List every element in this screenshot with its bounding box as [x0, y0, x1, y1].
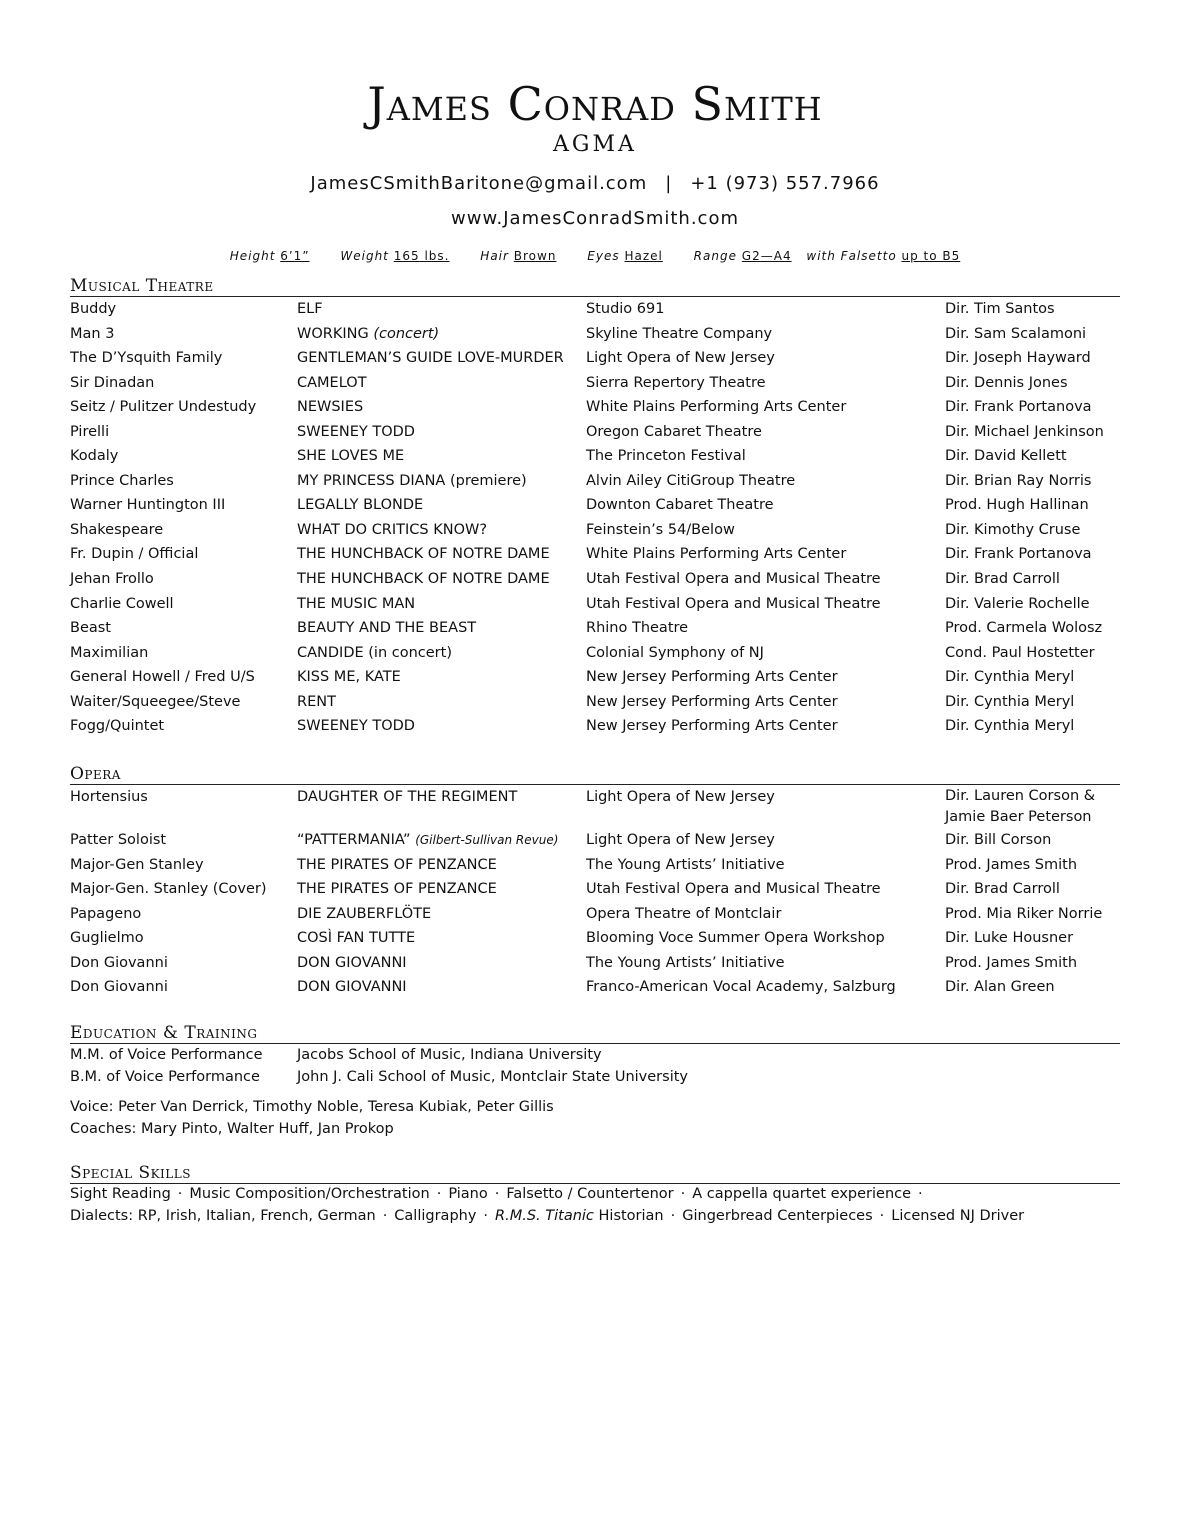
show: SWEENEY TODD	[297, 718, 415, 735]
stat-label-range: Range	[693, 249, 737, 263]
venue: Light Opera of New Jersey	[586, 832, 775, 848]
venue: White Plains Performing Arts Center	[586, 399, 847, 416]
education-list	[70, 1045, 1120, 1088]
bullet: ·	[494, 1186, 500, 1202]
venue: Utah Festival Opera and Musical Theatre	[586, 881, 881, 898]
venue: Utah Festival Opera and Musical Theatre	[586, 571, 881, 588]
director: Dir. Kimothy Cruse	[945, 521, 1081, 538]
credit-row	[70, 714, 1130, 739]
show-title: “PATTERMANIA”	[297, 832, 411, 848]
skill-item: Gingerbread Centerpieces	[682, 1208, 873, 1224]
director: Prod. Carmela Wolosz	[945, 620, 1103, 637]
stat-value-weight: 165 lbs.	[393, 249, 450, 263]
director: Dir. Frank Portanova	[945, 399, 1092, 416]
venue: Light Opera of New Jersey	[586, 350, 775, 367]
section-title-musical-theatre: Musical Theatre	[70, 276, 1120, 297]
stat-label-hair: Hair	[480, 249, 509, 263]
bullet: ·	[879, 1208, 885, 1224]
stat-label-falsetto: with Falsetto	[806, 249, 897, 263]
credit-row	[70, 665, 1130, 690]
venue: Blooming Voce Summer Opera Workshop	[586, 930, 885, 947]
section-title-opera: Opera	[70, 764, 1120, 785]
role: Major-Gen Stanley	[70, 856, 204, 873]
show-note: (Gilbert-Sullivan Revue)	[415, 833, 559, 847]
director: Dir. Brad Carroll	[945, 881, 1060, 898]
venue: Alvin Ailey CitiGroup Theatre	[586, 472, 796, 489]
show: DON GIOVANNI	[297, 954, 407, 971]
director: Dir. Brad Carroll	[945, 571, 1060, 588]
credit-row	[70, 902, 1130, 927]
show: BEAUTY AND THE BEAST	[297, 620, 477, 637]
director: Dir. David Kellett	[945, 448, 1067, 465]
credit-row	[70, 297, 1130, 322]
degree: B.M. of Voice Performance	[70, 1068, 260, 1085]
director: Dir. Luke Housner	[945, 930, 1074, 947]
role: Pirelli	[70, 423, 110, 440]
credit-row	[70, 828, 1130, 853]
stat-value-hair: Brown	[513, 249, 557, 263]
skill-item: Sight Reading	[70, 1186, 171, 1202]
director: Dir. Cynthia Meryl	[945, 718, 1075, 735]
stat-label-eyes: Eyes	[587, 249, 620, 263]
bullet: ·	[918, 1186, 923, 1202]
stat-label-height: Height	[229, 249, 276, 263]
performer-name: James Conrad Smith	[367, 77, 823, 131]
credit-row	[70, 785, 1130, 828]
skill-item: Music Composition/Orchestration	[189, 1186, 430, 1202]
venue: The Young Artists’ Initiative	[586, 856, 785, 873]
venue: Opera Theatre of Montclair	[586, 905, 782, 922]
role: Guglielmo	[70, 930, 144, 947]
school: Jacobs School of Music, Indiana University	[297, 1047, 602, 1063]
venue: Downton Cabaret Theatre	[586, 497, 774, 514]
venue: Sierra Repertory Theatre	[586, 374, 766, 391]
director: Dir. Joseph Hayward	[945, 350, 1091, 367]
director: Dir. Michael Jenkinson	[945, 423, 1104, 440]
role: Prince Charles	[70, 472, 174, 489]
show: SWEENEY TODD	[297, 423, 415, 440]
show: MY PRINCESS DIANA (premiere)	[297, 472, 527, 489]
director: Dir. Dennis Jones	[945, 374, 1068, 391]
section-title-education: Education & Training	[70, 1023, 1120, 1044]
show: LEGALLY BLONDE	[297, 497, 424, 514]
director: Dir. Cynthia Meryl	[945, 693, 1075, 710]
venue: Skyline Theatre Company	[586, 325, 773, 342]
degree-row	[70, 1067, 1120, 1089]
venue: Oregon Cabaret Theatre	[586, 423, 762, 440]
credit-row	[70, 567, 1130, 592]
credit-row	[70, 926, 1130, 951]
role: Jehan Frollo	[70, 571, 154, 588]
venue: Franco-American Vocal Academy, Salzburg	[586, 979, 896, 996]
show-note: (concert)	[373, 325, 440, 342]
director: Prod. James Smith	[945, 954, 1078, 971]
role: Warner Huntington III	[70, 497, 226, 514]
role: Kodaly	[70, 448, 119, 465]
show: GENTLEMAN’S GUIDE LOVE-MURDER	[297, 350, 564, 367]
stat-value-eyes: Hazel	[624, 249, 663, 263]
credit-row	[70, 951, 1130, 976]
role: Maximilian	[70, 644, 149, 661]
role: Don Giovanni	[70, 954, 168, 971]
show	[297, 322, 439, 346]
venue: New Jersey Performing Arts Center	[586, 693, 838, 710]
director: Dir. Sam Scalamoni	[945, 325, 1087, 342]
venue: White Plains Performing Arts Center	[586, 546, 847, 563]
role: Patter Soloist	[70, 832, 167, 848]
role: Sir Dinadan	[70, 374, 155, 391]
degree-row	[70, 1045, 1120, 1067]
director: Dir. Tim Santos	[945, 301, 1055, 317]
show: CANDIDE (in concert)	[297, 644, 452, 661]
role: Waiter/Squeegee/Steve	[70, 693, 241, 710]
venue: The Young Artists’ Initiative	[586, 954, 785, 971]
director: Cond. Paul Hostetter	[945, 644, 1095, 661]
voice-teachers: Voice: Peter Van Derrick, Timothy Noble, Teresa Kubiak, Peter Gillis	[70, 1099, 554, 1115]
venue: The Princeton Festival	[586, 448, 746, 465]
credit-row	[70, 322, 1130, 347]
bullet: ·	[177, 1186, 183, 1202]
stat-value-height: 6’1”	[280, 249, 310, 263]
venue: New Jersey Performing Arts Center	[586, 718, 838, 735]
skills-line-2	[70, 1206, 1024, 1227]
role: General Howell / Fred U/S	[70, 669, 255, 686]
role: Major-Gen. Stanley (Cover)	[70, 881, 267, 898]
show: DAUGHTER OF THE REGIMENT	[297, 789, 518, 805]
credit-row	[70, 616, 1130, 641]
show	[297, 828, 558, 852]
credit-row	[70, 641, 1130, 666]
skill-item: Dialects: RP, Irish, Italian, French, German	[70, 1208, 376, 1224]
director: Dir. Valerie Rochelle	[945, 595, 1090, 612]
credit-row	[70, 371, 1130, 396]
show: COSÌ FAN TUTTE	[297, 930, 416, 947]
role: Beast	[70, 620, 111, 637]
skills-line-1	[70, 1184, 930, 1205]
show: DIE ZAUBERFLÖTE	[297, 905, 432, 922]
section-title-skills: Special Skills	[70, 1163, 1120, 1184]
bullet: ·	[382, 1208, 388, 1224]
stat-value-range: G2—A4	[741, 249, 792, 263]
skill-item	[495, 1208, 664, 1224]
skill-item: A cappella quartet experience	[692, 1186, 912, 1202]
website-link[interactable]: www.JamesConradSmith.com	[451, 208, 739, 229]
director: Prod. Hugh Hallinan	[945, 497, 1089, 514]
director: Prod. James Smith	[945, 856, 1078, 873]
titanic-rest: Historian	[593, 1208, 664, 1224]
phone-number: +1 (973) 557.7966	[690, 173, 880, 194]
show: DON GIOVANNI	[297, 979, 407, 996]
venue: Light Opera of New Jersey	[586, 789, 775, 805]
show: NEWSIES	[297, 399, 364, 416]
credit-row	[70, 518, 1130, 543]
role: The D’Ysquith Family	[70, 350, 223, 367]
bullet: ·	[680, 1186, 686, 1202]
show: RENT	[297, 693, 336, 710]
bullet: ·	[670, 1208, 676, 1224]
vocal-coaches: Coaches: Mary Pinto, Walter Huff, Jan Prokop	[70, 1121, 394, 1137]
director: Dir. Alan Green	[945, 979, 1055, 996]
role: Buddy	[70, 301, 117, 317]
credit-row	[70, 592, 1130, 617]
show: ELF	[297, 301, 323, 317]
venue: Colonial Symphony of NJ	[586, 644, 764, 661]
role: Seitz / Pulitzer Undestudy	[70, 399, 257, 416]
skill-item: Licensed NJ Driver	[891, 1208, 1025, 1224]
show: SHE LOVES ME	[297, 448, 405, 465]
venue: Utah Festival Opera and Musical Theatre	[586, 595, 881, 612]
school: John J. Cali School of Music, Montclair State University	[297, 1068, 688, 1085]
physical-stats	[0, 246, 1190, 266]
show: WHAT DO CRITICS KNOW?	[297, 521, 488, 538]
credit-row	[70, 346, 1130, 371]
venue: Feinstein’s 54/Below	[586, 521, 735, 538]
venue: New Jersey Performing Arts Center	[586, 669, 838, 686]
role: Don Giovanni	[70, 979, 168, 996]
titanic-name: R.M.S. Titanic	[495, 1208, 594, 1224]
venue: Studio 691	[586, 301, 665, 317]
show-title: WORKING	[297, 325, 369, 342]
email-link[interactable]: JamesCSmithBaritone@gmail.com	[310, 173, 648, 194]
show: THE HUNCHBACK OF NOTRE DAME	[297, 571, 550, 588]
contact-separator: |	[665, 173, 673, 194]
skill-item: Calligraphy	[394, 1208, 477, 1224]
opera-list	[70, 785, 1130, 1000]
director: Dir. Frank Portanova	[945, 546, 1092, 563]
director: Dir. Brian Ray Norris	[945, 472, 1092, 489]
director: Prod. Mia Riker Norrie	[945, 905, 1103, 922]
credit-row	[70, 853, 1130, 878]
role: Fr. Dupin / Official	[70, 546, 199, 563]
credit-row	[70, 690, 1130, 715]
show: THE PIRATES OF PENZANCE	[297, 856, 497, 873]
credit-row	[70, 493, 1130, 518]
director: Dir. Lauren Corson & Jamie Baer Peterson	[945, 788, 1096, 825]
show: THE HUNCHBACK OF NOTRE DAME	[297, 546, 550, 563]
credit-row	[70, 975, 1130, 1000]
director: Dir. Bill Corson	[945, 832, 1052, 848]
role: Hortensius	[70, 789, 148, 805]
union-affiliation: AGMA	[553, 132, 637, 157]
role: Charlie Cowell	[70, 595, 174, 612]
credit-row	[70, 469, 1130, 494]
credit-row	[70, 542, 1130, 567]
stat-value-falsetto: up to B5	[901, 249, 961, 263]
show: KISS ME, KATE	[297, 669, 401, 686]
bullet: ·	[436, 1186, 442, 1202]
musical-theatre-list	[70, 297, 1130, 739]
role: Papageno	[70, 905, 142, 922]
credit-row	[70, 877, 1130, 902]
credit-row	[70, 420, 1130, 445]
credit-row	[70, 444, 1130, 469]
skill-item: Falsetto / Countertenor	[506, 1186, 674, 1202]
show: CAMELOT	[297, 374, 367, 391]
show: THE MUSIC MAN	[297, 595, 416, 612]
stat-label-weight: Weight	[340, 249, 389, 263]
skill-item: Piano	[448, 1186, 488, 1202]
contact-line	[0, 170, 1190, 198]
degree: M.M. of Voice Performance	[70, 1047, 263, 1063]
director: Dir. Cynthia Meryl	[945, 669, 1075, 686]
role: Man 3	[70, 325, 115, 342]
show: THE PIRATES OF PENZANCE	[297, 881, 497, 898]
venue: Rhino Theatre	[586, 620, 689, 637]
role: Fogg/Quintet	[70, 718, 165, 735]
credit-row	[70, 395, 1130, 420]
bullet: ·	[483, 1208, 489, 1224]
role: Shakespeare	[70, 521, 164, 538]
